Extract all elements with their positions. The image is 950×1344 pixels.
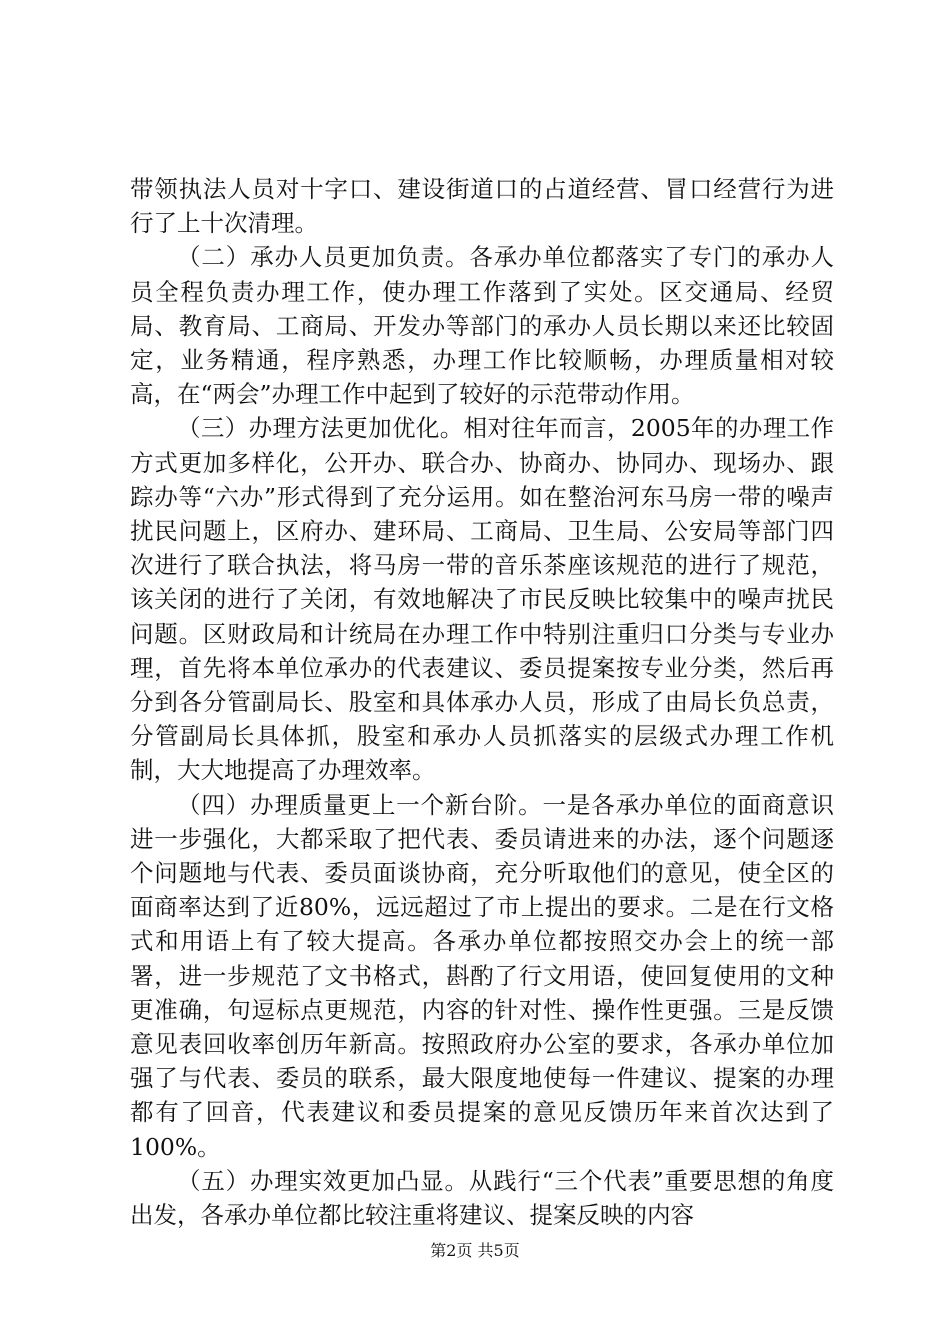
document-body	[130, 172, 834, 1232]
paragraph-continuation: 带领执法人员对十字口、建设街道口的占道经营、冒口经营行为进行了上十次清理。	[130, 175, 834, 238]
paragraph-section-2: （二）承办人员更加负责。各承办单位都落实了专门的承办人员全程负责办理工作，使办理工作落到了实处。区交通局、经贸局、教育局、工商局、开发办等部门的承办人员长期以来还比较固定，业务精通，程序熟悉，办理工作比较顺畅，办理质量相对较高，在“两会”办理工作中起到了较好的示范带动作用。	[130, 243, 834, 409]
paragraph-section-5: （五）办理实效更加凸显。从践行“三个代表”重要思想的角度出发，各承办单位都比较注重将建议、提案反映的内容	[130, 1166, 834, 1230]
page-number-footer: 第2页 共5页	[430, 1241, 520, 1260]
paragraph-section-4: （四）办理质量更上一个新台阶。一是各承办单位的面商意识进一步强化，大都采取了把代表、委员请进来的办法，逐个问题逐个问题地与代表、委员面谈协商，充分听取他们的意见，使全区的面商率达到了近80%，远远超过了市上提出的要求。二是在行文格式和用语上有了较大提高。各承办单位都按照交办会上的统一部署，进一步规范了文书格式，斟酌了行文用语，使回复使用的文种更准确，句逗标点更规范，内容的针对性、操作性更强。三是反馈意见表回收率创历年新高。按照政府办公室的要求，各承办单位加强了与代表、委员的联系，最大限度地使每一件建议、提案的办理都有了回音，代表建议和委员提案的意见反馈历年来首次达到了100%。	[130, 790, 834, 1161]
paragraph-section-3: （三）办理方法更加优化。相对往年而言，2005年的办理工作方式更加多样化，公开办、联合办、协商办、协同办、现场办、跟踪办等“六办”形式得到了充分运用。如在整治河东马房一带的噪声扰民问题上，区府办、建环局、工商局、卫生局、公安局等部门四次进行了联合执法，将马房一带的音乐茶座该规范的进行了规范，该关闭的进行了关闭，有效地解决了市民反映比较集中的噪声扰民问题。区财政局和计统局在办理工作中特别注重归口分类与专业办理，首先将本单位承办的代表建议、委员提案按专业分类，然后再分到各分管副局长、股室和具体承办人员，形成了由局长负总责，分管副局长具体抓，股室和承办人员抓落实的层级式办理工作机制，大大地提高了办理效率。	[130, 414, 834, 785]
